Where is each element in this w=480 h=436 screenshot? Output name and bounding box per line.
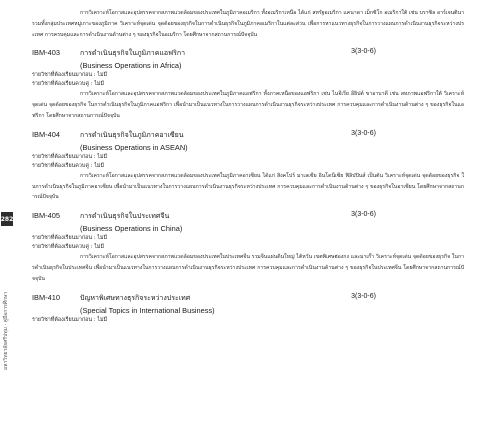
- course-prerequisite: รายวิชาที่ต้องเรียนมาก่อน : ไม่มี: [32, 72, 108, 79]
- course-heading: [32, 293, 464, 305]
- course-corequisite: รายวิชาที่ต้องเรียนควบคู่ : ไม่มี: [32, 244, 105, 251]
- course-credits: 3(3-0-6): [351, 129, 376, 137]
- running-header: มหาวิทยาลัยศรีปทุม · คู่มือการศึกษา: [3, 291, 9, 370]
- course-english-title: (Business Operations in China): [80, 224, 183, 234]
- course-corequisite: รายวิชาที่ต้องเรียนควบคู่ : ไม่มี: [32, 81, 105, 88]
- document-body: [32, 8, 464, 325]
- course-thai-title: การดำเนินธุรกิจในภูมิภาคแอฟริกา: [80, 49, 185, 58]
- course-ibm-405: [32, 211, 464, 284]
- course-heading: [32, 130, 464, 142]
- course-code: IBM-403: [32, 48, 60, 58]
- course-english-title: (Business Operations in ASEAN): [80, 142, 188, 152]
- course-thai-title: การดำเนินธุรกิจในประเทศจีน: [80, 212, 170, 221]
- course-ibm-403: [32, 48, 464, 121]
- course-code: IBM-404: [32, 129, 60, 139]
- course-credits: 3(3-0-6): [351, 292, 376, 300]
- course-description: การวิเคราะห์โอกาสและอุปสรรคจากสภาพแวดล้อมของประเทศในภูมิภาคแอฟริกา ทั้งภาคเหนือของแอฟริกา เช่น ไนจีเรีย อียิปต์ ขาอาบาดี เช่น สหภาพแอฟริกาใต้ วิเคราะห์จุดเด่น จุดด้อยของธุรกิจ ในการดำเนินธุรกิจในภูมิภาคแอฟริกา เพื่อนำมาเป็นแนวทางในการวางแผนการดำเนินงานธุรกิจระหว่างประเทศ การควบคุมและการดำเนินงานด้านต่าง ๆ ของธุรกิจในแอฟริกา โดยศึกษาจากสถานการณ์ปัจจุบัน: [32, 91, 464, 119]
- course-ibm-404: [32, 130, 464, 203]
- course-prerequisite: รายวิชาที่ต้องเรียนมาก่อน : ไม่มี: [32, 235, 108, 242]
- course-credits: 3(3-0-6): [351, 211, 376, 219]
- course-english-title: (Special Topics in International Business): [80, 305, 215, 315]
- course-thai-title: การดำเนินธุรกิจในภูมิภาคอาเซียน: [80, 130, 184, 139]
- course-english-title: (Business Operations in Africa): [80, 61, 182, 71]
- course-heading: [32, 48, 464, 60]
- course-description: การวิเคราะห์โอกาสและอุปสรรคจากสภาพแวดล้อมของประเทศในประเทศจีน รวมจีนแผ่นดินใหญ่ ไต้หวัน เขตพิเศษฮ่องกง และมาเก๊า วิเคราะห์จุดเด่น จุดด้อยของธุรกิจ ในการดำเนินธุรกิจในประเทศจีน เพื่อนำมาเป็นแนวทางในการวางแผนการดำเนินงานธุรกิจระหว่างประเทศ การควบคุมและการดำเนินงานด้านต่าง ๆ ของธุรกิจในประเทศจีน โดยศึกษาจากสถานการณ์ปัจจุบัน: [32, 254, 464, 282]
- course-prerequisite: รายวิชาที่ต้องเรียนมาก่อน : ไม่มี: [32, 153, 108, 160]
- page-number: 282: [1, 212, 13, 226]
- course-prerequisite: รายวิชาที่ต้องเรียนมาก่อน : ไม่มี: [32, 316, 108, 323]
- course-description: การวิเคราะห์โอกาสและอุปสรรคจากสภาพแวดล้อมของประเทศในภูมิภาคอาเซียน ได้แก่ สิงคโปร์ มาเลเซีย อินโดนีเซีย ฟิลิปปินส์ เป็นต้น วิเคราะห์จุดเด่น จุดด้อยของธุรกิจ ในการดำเนินธุรกิจในภูมิภาคอาเซียน เพื่อนำมาเป็นแนวทางในการวางแผนการดำเนินงานธุรกิจระหว่างประเทศ การควบคุมและการดำเนินงานด้านต่าง ๆ ของธุรกิจในอาเซียน โดยศึกษาจากสถานการณ์ปัจจุบัน: [32, 172, 464, 201]
- course-thai-title: ปัญหาพิเศษทางธุรกิจระหว่างประเทศ: [80, 293, 191, 302]
- course-heading: [32, 211, 464, 223]
- intro-paragraph: การวิเคราะห์โอกาสและอุปสรรคจากสภาพแวดล้อมของประเทศในภูมิภาคอเมริกา ทั้งอเมริกาเหนือ ได้แก่ สหรัฐอเมริกา แคนาดา เม็กซิโก อเมริกาใต้ เช่น บราซิล อาร์เจนตินา รวมทั้งกลุ่มประเทศหมู่เกาะของภูมิภาค วิเคราะห์จุดเด่น จุดด้อยของธุรกิจในการดำเนินธุรกิจในภูมิภาคอเมริกาในแต่ละส่วน เพื่อการหาแนวทางธุรกิจในการวางแผนการดำเนินงานธุรกิจระหว่างประเทศ การครบคุมและการดำเนินงานด้านต่าง ๆ ของธุรกิจในอเมริกา โดยศึกษาจากสถานการณ์ปัจจุบัน: [32, 10, 464, 38]
- course-ibm-410: [32, 293, 464, 325]
- course-corequisite: รายวิชาที่ต้องเรียนควบคู่ : ไม่มี: [32, 162, 105, 169]
- course-code: IBM-405: [32, 211, 60, 221]
- course-credits: 3(3-0-6): [351, 48, 376, 56]
- course-code: IBM-410: [32, 292, 60, 302]
